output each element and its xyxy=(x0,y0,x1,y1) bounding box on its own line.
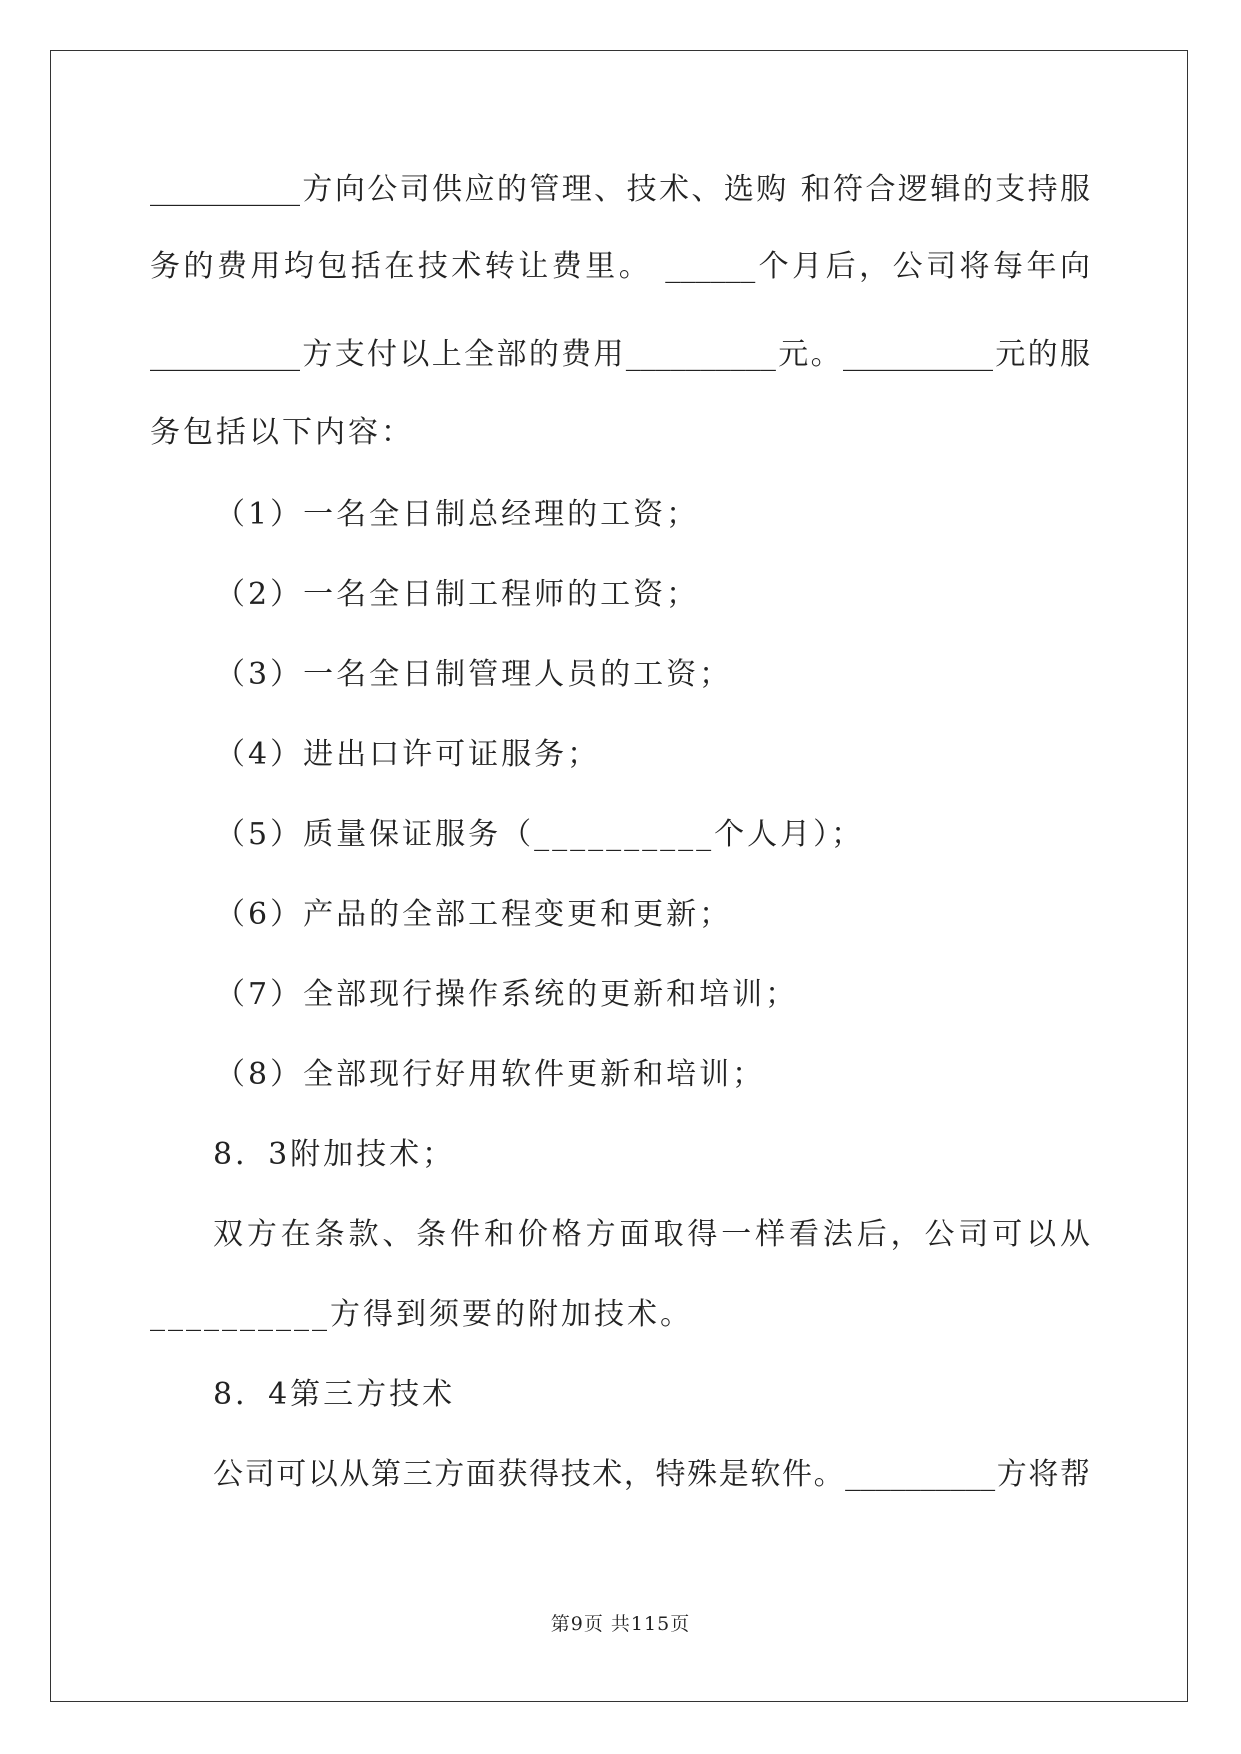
paragraph-line: 双方在条款、条件和价格方面取得一样看法后，公司可以从 xyxy=(213,1217,1090,1252)
list-item: （8）全部现行好用软件更新和培训； xyxy=(215,1057,766,1092)
section-heading: 8．3附加技术； xyxy=(213,1137,456,1172)
section-heading: 8．4第三方技术 xyxy=(213,1377,456,1412)
paragraph-line: 务包括以下内容： xyxy=(150,415,414,450)
list-item: （3）一名全日制管理人员的工资； xyxy=(215,657,733,692)
paragraph-line: __________方向公司供应的管理、技术、选购 和符合逻辑的支持服 xyxy=(150,172,1090,207)
list-item: （6）产品的全部工程变更和更新； xyxy=(215,897,733,932)
list-item: （1）一名全日制总经理的工资； xyxy=(215,497,700,532)
paragraph-line: 公司可以从第三方面获得技术，特殊是软件。__________方将帮 xyxy=(213,1457,1090,1492)
paragraph-line: __________方得到须要的附加技术。 xyxy=(150,1297,693,1332)
paragraph-line: __________方支付以上全部的费用__________元。__________元的服 xyxy=(150,337,1090,372)
list-item: （7）全部现行操作系统的更新和培训； xyxy=(215,977,799,1012)
list-item: （4）进出口许可证服务； xyxy=(215,737,601,772)
list-item: （5）质量保证服务（__________个人月）； xyxy=(215,817,865,852)
paragraph-line: 务的费用均包括在技术转让费里。 ______个月后，公司将每年向 xyxy=(150,249,1090,284)
list-item: （2）一名全日制工程师的工资； xyxy=(215,577,700,612)
page-footer: 第9页 共115页 xyxy=(550,1613,691,1635)
